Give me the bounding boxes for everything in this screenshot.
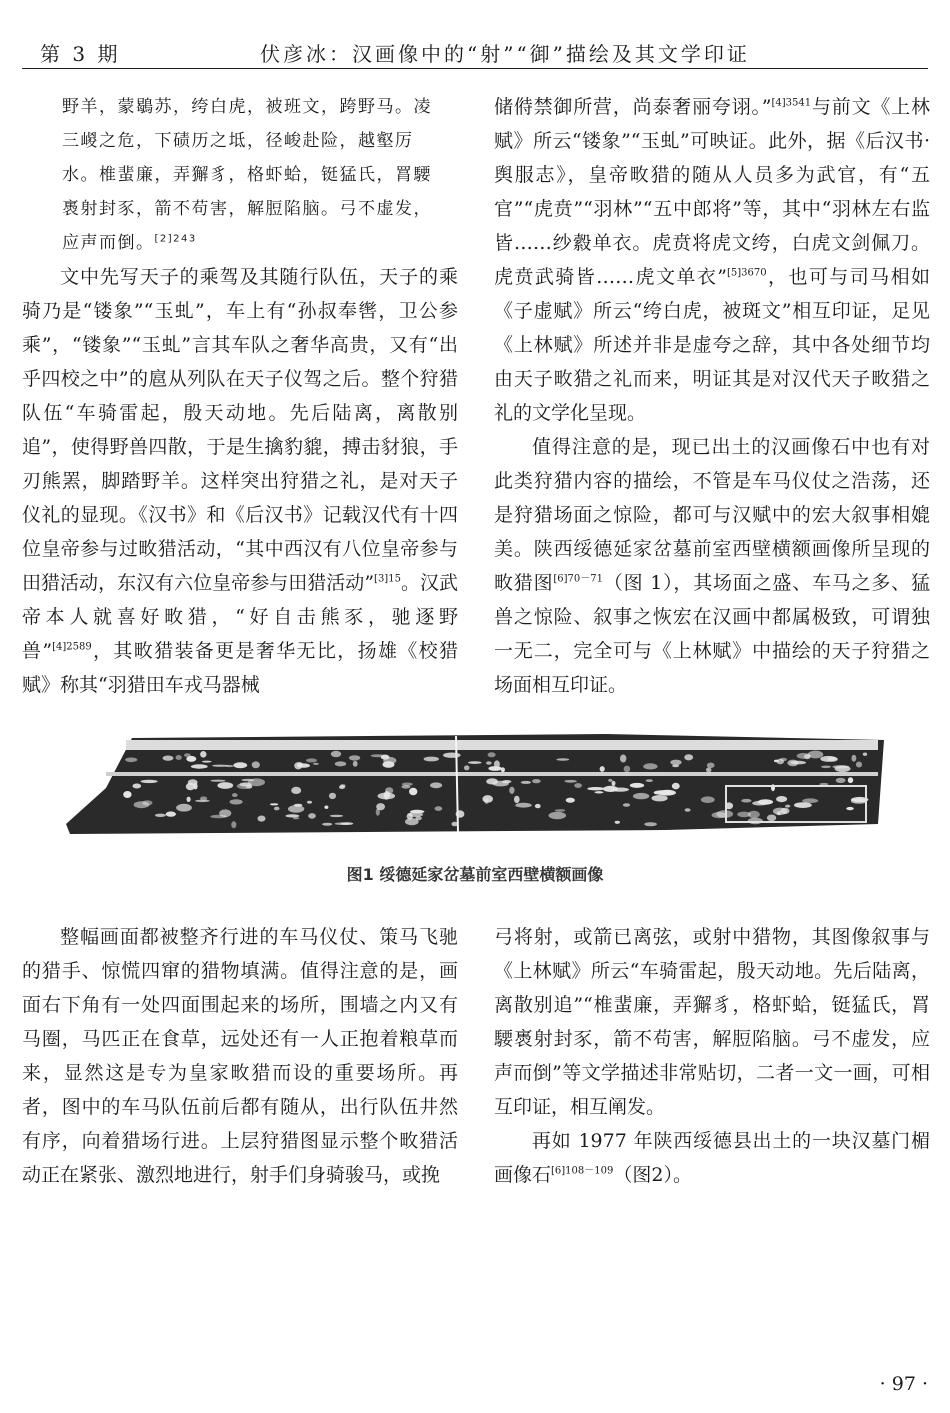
- relief-carving-mark: [644, 822, 657, 826]
- relief-carving-mark: [587, 787, 604, 790]
- relief-carving-mark: [322, 823, 332, 826]
- quote-line: 水。椎蜚廉，弄獬豸，格虾蛤，铤猛氏，罥騕: [62, 165, 432, 185]
- relief-carving-mark: [707, 763, 715, 769]
- relief-carving-mark: [335, 822, 350, 825]
- relief-carving-mark: [716, 810, 733, 818]
- relief-carving-mark: [521, 781, 531, 784]
- relief-carving-mark: [202, 761, 212, 763]
- relief-carving-mark: [549, 812, 567, 819]
- relief-carving-mark: [456, 810, 465, 818]
- relief-carving-mark: [741, 799, 751, 803]
- relief-carving-mark: [270, 803, 278, 805]
- relief-carving-mark: [574, 783, 582, 788]
- relief-carving-mark: [672, 783, 680, 790]
- relief-carving-mark: [424, 757, 439, 762]
- relief-carving-mark: [241, 779, 254, 782]
- left-column-bottom: [22, 920, 458, 1192]
- citation: [5]3670: [726, 267, 767, 279]
- relief-carving-mark: [836, 778, 846, 783]
- relief-carving-mark: [514, 796, 520, 803]
- relief-carving-mark: [435, 806, 443, 811]
- relief-carving-mark: [297, 763, 310, 767]
- relief-carving-mark: [187, 797, 191, 802]
- relief-carving-mark: [330, 815, 343, 817]
- relief-carving-mark: [630, 783, 644, 788]
- paragraph: 再如 1977 年陕西绥德县出土的一块汉墓门楣画像石$^{[6]108-109}$（图2）。: [494, 1130, 930, 1186]
- relief-carving-mark: [785, 805, 790, 808]
- relief-carving-mark: [802, 798, 818, 803]
- relief-carving-mark: [335, 761, 347, 766]
- relief-carving-mark: [820, 756, 836, 762]
- relief-carving-mark: [195, 800, 210, 802]
- relief-carving-mark: [701, 796, 715, 803]
- relief-carving-mark: [468, 761, 481, 764]
- relief-carving-mark: [324, 806, 328, 809]
- relief-carving-mark: [646, 779, 653, 782]
- relief-carving-mark: [219, 809, 231, 817]
- paragraph: 储偫禁御所营，尚泰奢丽夸诩。”$^{[4]3541}$与前文《上林赋》所云“镂象”“玉虬”可映证。此外，据《后汉书·舆服志》，皇帝畋猎的随从人员多为武官，有“五官”“虎贲”“羽林”“五中郎将”等，其中“羽林左右监皆……纱縠单衣。虎贲将虎文绔，白虎文剑佩刀。虎贲武骑皆……虎文单衣”$^{[5]3670}$，也可与司马相如《子虚赋》所云“绔白虎，被斑文”相互印证，足见《上林赋》所述并非是虚夸之辞，其中各处细节均由天子畋猎之礼而来，明证其是对汉代天子畋猎之礼的文学化呈现。: [494, 96, 930, 424]
- relief-carving-mark: [230, 799, 243, 804]
- quote-line: 三嵕之危，下碛历之坻，径峻赴险，越壑厉: [62, 131, 414, 151]
- relief-carving-mark: [186, 756, 196, 762]
- figure-1-stone-relief: [66, 728, 884, 838]
- relief-carving-mark: [443, 753, 461, 758]
- relief-top-border: [126, 740, 878, 750]
- paragraph: 弓将射，或箭已离弦，或射中猎物，其图像叙事与《上林赋》所云“车骑雷起，殷天动地。先后陆离，离散别追”“椎蜚廉，弄獬豸，格虾蛤，铤猛氏，罥騕褭射封豕，箭不苟害，解脰陷脑。弓不虚发，应声而倒”等文学描述非常贴切，二者一文一画，可相互印证，相互阐发。: [494, 926, 930, 1118]
- right-column-bottom: [494, 920, 930, 1192]
- relief-carving-mark: [808, 751, 824, 759]
- relief-carving-mark: [535, 804, 541, 808]
- relief-carving-mark: [774, 760, 779, 763]
- relief-carving-mark: [274, 807, 280, 811]
- citation: [6]108－109: [551, 1165, 614, 1177]
- relief-carving-mark: [832, 765, 849, 768]
- relief-carving-mark: [464, 765, 469, 770]
- relief-carving-mark: [123, 791, 131, 798]
- relief-carving-mark: [564, 780, 577, 783]
- relief-carving-mark: [231, 821, 236, 828]
- paragraph: 值得注意的是，现已出土的汉画像石中也有对此类狩猎内容的描绘，不管是车马仪仗之浩荡，还是狩猎场面之惊险，都可与汉赋中的宏大叙事相媲美。陕西绥德延家岔墓前室西壁横额画像所呈现的畋猎图$^{[6]70-71}$（图 1），其场面之盛、车马之多、猛兽之惊险、叙事之恢宏在汉画中都属极致，可谓独一无二，完全可与《上林赋》中描绘的天子狩猎之场面相互印证。: [494, 436, 930, 696]
- citation: [4]2589: [52, 641, 92, 653]
- relief-carving-mark: [306, 758, 317, 762]
- relief-carving-mark: [430, 782, 442, 788]
- relief-carving-mark: [401, 785, 410, 789]
- relief-carving-mark: [252, 761, 260, 768]
- relief-carving-mark: [532, 779, 541, 783]
- citation: [2]243: [154, 233, 197, 245]
- relief-carving-mark: [286, 814, 300, 817]
- relief-carving-mark: [652, 795, 668, 801]
- relief-carving-mark: [612, 781, 616, 786]
- relief-carving-mark: [819, 783, 828, 785]
- relief-carving-mark: [155, 814, 166, 817]
- relief-carving-mark: [133, 784, 142, 789]
- relief-carving-mark: [672, 765, 679, 768]
- relief-carving-mark: [313, 763, 319, 765]
- relief-carving-mark: [288, 805, 304, 813]
- relief-carving-mark: [378, 793, 396, 800]
- relief-carving-mark: [376, 808, 380, 815]
- relief-carving-mark: [142, 800, 152, 805]
- relief-carving-mark: [486, 761, 492, 764]
- relief-carving-mark: [556, 758, 569, 761]
- relief-carving-mark: [611, 788, 629, 792]
- relief-carving-mark: [482, 795, 493, 803]
- relief-carving-mark: [623, 803, 630, 806]
- relief-carving-mark: [821, 766, 831, 769]
- relief-carving-mark: [291, 787, 301, 794]
- relief-carving-mark: [233, 762, 247, 768]
- relief-carving-mark: [258, 816, 266, 822]
- relief-carving-mark: [706, 768, 712, 773]
- relief-carving-mark: [748, 818, 763, 825]
- relief-carving-mark: [486, 778, 498, 784]
- relief-carving-mark: [684, 754, 693, 760]
- quote-line: 褭射封豕，箭不苟害，解脰陷脑。弓不虚发，: [62, 199, 432, 219]
- relief-carving-mark: [307, 801, 312, 804]
- issue-number: 第 3 期: [40, 42, 121, 66]
- running-title: 伏彦冰：汉画像中的“射”“御”描绘及其文学印证: [260, 42, 750, 66]
- relief-carving-mark: [566, 798, 575, 803]
- relief-carving-mark: [217, 782, 233, 789]
- relief-carving-mark: [488, 752, 496, 757]
- relief-carving-mark: [852, 755, 857, 762]
- left-column-top: [22, 90, 458, 702]
- relief-carving-mark: [494, 760, 500, 767]
- citation: [3]15: [374, 573, 401, 585]
- relief-carving-mark: [620, 755, 626, 763]
- relief-carving-mark: [797, 753, 811, 759]
- relief-carving-mark: [773, 808, 787, 815]
- relief-carving-mark: [509, 787, 514, 794]
- relief-carving-mark: [163, 756, 174, 761]
- paragraph: 文中先写天子的乘驾及其随行队伍，天子的乘骑乃是“镂象”“玉虬”，车上有“孙叔奉辔，卫公参乘”，“镂象”“玉虬”言其车队之奢华高贵，又有“出乎四校之中”的扈从列队在天子仪驾之后。整个狩猎队伍“车骑雷起，殷天动地。先后陆离，离散别追”，使得野兽四散，于是生擒豹貔，搏击豺狼，手刃熊罴，脚踏野羊。这样突出狩猎之礼，是对天子仪礼的显现。《汉书》和《后汉书》记载汉代有十四位皇帝参与过畋猎活动，“其中西汉有八位皇帝参与田猎活动，东汉有六位皇帝参与田猎活动”$^{[3]15}$。汉武帝本人就喜好畋猎，“好自击熊豕，驰逐野兽”$^{[4]2589}$，其畋猎装备更是奢华无比，扬雄《校猎赋》称其“羽猎田车戎马器械: [22, 266, 458, 696]
- relief-carving-mark: [670, 760, 681, 766]
- relief-carving-mark: [200, 751, 206, 758]
- relief-carving-mark: [225, 765, 234, 767]
- relief-carving-mark: [232, 793, 238, 797]
- relief-carving-mark: [141, 780, 158, 783]
- relief-carving-mark: [555, 809, 566, 812]
- right-column-top: [494, 90, 930, 702]
- relief-carving-mark: [451, 822, 458, 827]
- relief-carving-mark: [856, 762, 862, 768]
- relief-carving-mark: [776, 796, 787, 802]
- relief-carving-mark: [211, 780, 226, 782]
- relief-carving-mark: [624, 766, 631, 773]
- relief-carving-mark: [125, 758, 137, 763]
- relief-carving-mark: [193, 783, 197, 789]
- relief-carving-mark: [176, 755, 182, 760]
- relief-carving-mark: [794, 802, 812, 808]
- relief-carving-mark: [863, 753, 867, 756]
- relief-carving-mark: [308, 813, 316, 819]
- paragraph: 整幅画面都被整齐行进的车马仪仗、策马飞驰的猎手、惊慌四窜的猎物填满。值得注意的是，画面右下角有一处四面围起来的场所，围墙之内又有马圈，马匹正在食草，远处还有一人正抱着粮草而来，显然这是专为皇家畋猎而设的重要场所。再者，图中的车马队伍前后都有随从，出行队伍井然有序，向着猎场行进。上层狩猎图显示整个畋猎活动正在紧张、激烈地进行，射手们身骑骏马，或挽: [22, 926, 458, 1186]
- relief-carving-mark: [848, 777, 853, 783]
- relief-carving-mark: [339, 785, 345, 789]
- relief-carving-mark: [349, 755, 360, 760]
- relief-carving-mark: [191, 764, 208, 768]
- page-number: · 97 ·: [879, 1373, 928, 1395]
- relief-carving-mark: [654, 790, 672, 795]
- page-header: [22, 30, 928, 70]
- relief-carving-mark: [353, 761, 358, 767]
- relief-carving-mark: [176, 804, 192, 812]
- quote-line: 野羊，蒙鶡苏，绔白虎，被班文，跨野马。凌: [62, 97, 432, 117]
- relief-carving-mark: [608, 779, 612, 782]
- relief-carving-mark: [502, 780, 511, 783]
- citation: [6]70－71: [553, 573, 604, 585]
- relief-middle-band: [106, 772, 878, 776]
- citation: [4]3541: [771, 97, 812, 109]
- relief-carving-mark: [600, 766, 605, 772]
- relief-carving-mark: [329, 793, 336, 799]
- relief-carving-mark: [381, 755, 390, 760]
- relief-carving-mark: [790, 761, 806, 765]
- relief-carving-mark: [643, 763, 657, 769]
- relief-carving-mark: [166, 811, 176, 816]
- relief-carving-mark: [237, 783, 252, 789]
- relief-carving-mark: [407, 813, 413, 820]
- block-quote: [22, 90, 458, 260]
- relief-carving-mark: [515, 803, 531, 808]
- relief-carving-mark: [331, 751, 341, 757]
- quote-line: 应声而倒。$^{[2]243}$: [62, 233, 197, 253]
- relief-carving-mark: [595, 791, 604, 793]
- relief-carving-mark: [615, 821, 620, 824]
- relief-carving-mark: [501, 767, 505, 772]
- header-rule: [22, 68, 928, 69]
- relief-carving-mark: [780, 758, 787, 761]
- stone-relief-image: [66, 728, 884, 838]
- relief-carving-mark: [846, 807, 853, 810]
- relief-carving-mark: [767, 815, 776, 822]
- relief-carving-mark: [737, 812, 751, 818]
- relief-carving-mark: [405, 818, 419, 825]
- relief-carving-mark: [685, 808, 691, 811]
- relief-carving-mark: [758, 799, 773, 804]
- relief-carving-mark: [633, 793, 649, 799]
- relief-carving-mark: [409, 788, 417, 796]
- figure-caption: 图1 绥德延家岔墓前室西壁横额画像: [346, 865, 604, 884]
